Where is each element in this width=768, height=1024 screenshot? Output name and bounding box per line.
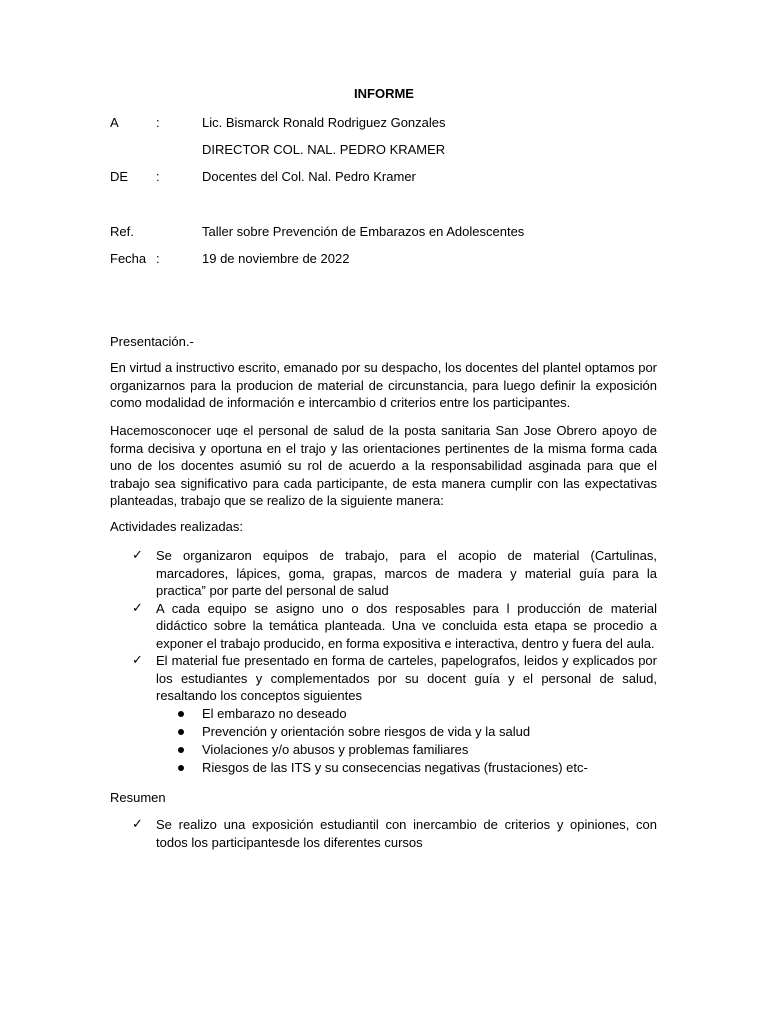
resumen-item-1 bbox=[132, 816, 657, 851]
presentacion-heading: Presentación.- bbox=[110, 334, 194, 349]
concept-item-2 bbox=[178, 723, 657, 741]
date-colon: : bbox=[156, 251, 160, 266]
to-colon: : bbox=[156, 115, 160, 130]
from-colon: : bbox=[156, 169, 160, 184]
check-icon: ✓ bbox=[132, 653, 143, 668]
date-label: Fecha bbox=[110, 251, 147, 266]
resumen-list bbox=[132, 816, 657, 851]
presentacion-paragraph-2: Hacemosconocer uqe el personal de salud de la posta sanitaria San Jose Obrero apoyo de forma decisiva y oportuna en el trajo y las orientaciones pertinentes de la misma forma cada uno de los docentes asumió su rol de acuerdo a la responsabilidad asginada para que el trabajo sea significativo para cada participante, de esta manera cumplir con las expectativas planteadas, trabajo que se realizo de la siguiente manera: bbox=[110, 423, 657, 508]
concept-text: Prevención y orientación sobre riesgos de vida y la salud bbox=[202, 723, 531, 739]
to-role: DIRECTOR COL. NAL. PEDRO KRAMER bbox=[202, 142, 446, 157]
concept-item-3 bbox=[178, 741, 657, 759]
actividad-item-2 bbox=[132, 600, 657, 653]
actividad-item-text: El material fue presentado en forma de carteles, papelografos, leidos y explicados por los estudiantes y complementados por su docent guía y el personal de salud, resaltando los conceptos siguientes bbox=[156, 653, 657, 703]
bullet-icon bbox=[178, 729, 184, 735]
bullet-icon bbox=[178, 747, 184, 753]
concepts-list bbox=[178, 705, 657, 777]
date-value: 19 de noviembre de 2022 bbox=[202, 251, 350, 266]
actividad-item-text: A cada equipo se asigno uno o dos resposables para l producción de material didáctico sobre la temática planteada. Una ve concluida esta etapa se procedio a exponer el trabajo producido, en forma expositiva e interactiva, dentro y fuera del aula. bbox=[156, 600, 657, 651]
actividades-list bbox=[132, 547, 657, 777]
concept-text: El embarazo no deseado bbox=[202, 705, 347, 721]
ref-label: Ref. bbox=[110, 224, 134, 239]
from-value: Docentes del Col. Nal. Pedro Kramer bbox=[202, 169, 416, 184]
check-icon: ✓ bbox=[132, 548, 143, 563]
ref-value: Taller sobre Prevención de Embarazos en Adolescentes bbox=[202, 224, 525, 239]
actividades-heading: Actividades realizadas: bbox=[110, 519, 243, 534]
concept-item-4 bbox=[178, 759, 657, 777]
concept-text: Riesgos de las ITS y su consecencias negativas (frustaciones) etc- bbox=[202, 759, 588, 775]
bullet-icon bbox=[178, 711, 184, 717]
bullet-icon bbox=[178, 765, 184, 771]
check-icon: ✓ bbox=[132, 817, 143, 832]
to-name: Lic. Bismarck Ronald Rodriguez Gonzales bbox=[202, 115, 446, 130]
concept-text: Violaciones y/o abusos y problemas familiares bbox=[202, 741, 469, 757]
actividad-item-text: Se organizaron equipos de trabajo, para el acopio de material (Cartulinas, marcadores, lápices, goma, grapas, marcos de madera y material guía para la practica” por parte del personal de salud bbox=[156, 548, 657, 598]
concept-item-1 bbox=[178, 705, 657, 723]
from-label: DE bbox=[110, 169, 129, 184]
document-title: INFORME bbox=[354, 86, 414, 101]
resumen-item-text: Se realizo una exposición estudiantil con inercambio de criterios y opiniones, con todos los participantesde los diferentes cursos bbox=[156, 817, 657, 850]
resumen-heading: Resumen bbox=[110, 790, 166, 805]
presentacion-paragraph-1: En virtud a instructivo escrito, emanado por su despacho, los docentes del plantel optamos por organizarnos para la producion de material de circunstancia, para luego definir la exposición como modalidad de información e intercambio d criterios entre los participantes. bbox=[110, 360, 657, 410]
actividad-item-1 bbox=[132, 547, 657, 600]
to-label: A bbox=[110, 115, 119, 130]
check-icon: ✓ bbox=[132, 600, 143, 616]
actividad-item-3 bbox=[132, 652, 657, 777]
